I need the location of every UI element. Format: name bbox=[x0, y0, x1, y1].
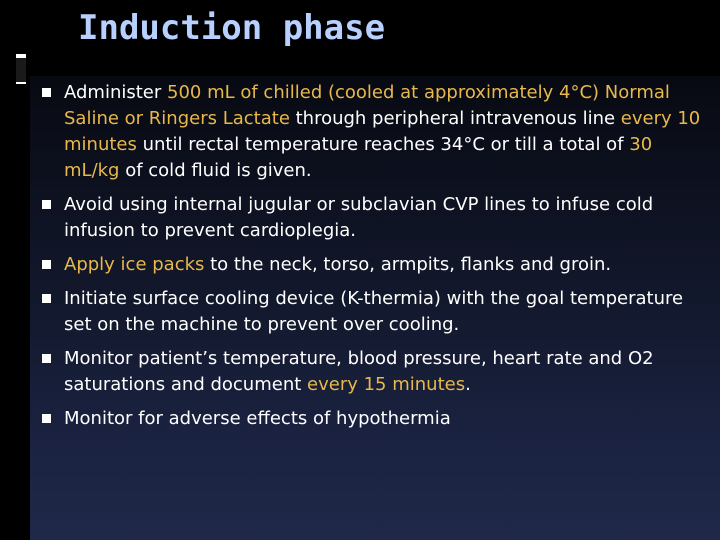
bullet-text bbox=[64, 194, 653, 241]
square-bullet-icon bbox=[42, 354, 51, 363]
bullet-item-ice-packs bbox=[36, 252, 712, 278]
bullet-text bbox=[64, 254, 611, 275]
text-segment: Administer bbox=[64, 82, 167, 103]
square-bullet-icon bbox=[42, 88, 51, 97]
bullet-item-administer bbox=[36, 80, 712, 184]
bullet-list bbox=[36, 80, 712, 440]
square-bullet-icon bbox=[42, 260, 51, 269]
highlight-segment: 500 mL of chilled (cooled at approximately 4°C) Normal Saline or Ringers Lactate bbox=[64, 82, 670, 129]
square-bullet-icon bbox=[42, 294, 51, 303]
bullet-item-adverse-effects bbox=[36, 406, 712, 432]
bullet-text bbox=[64, 408, 451, 429]
text-segment: Monitor for adverse effects of hypothermia bbox=[64, 408, 451, 429]
text-segment: Initiate surface cooling device (K-thermia) with the goal temperature set on the machine to prevent over cooling. bbox=[64, 288, 684, 335]
bullet-item-avoid-cvp bbox=[36, 192, 712, 244]
bullet-item-surface-cooling bbox=[36, 286, 712, 338]
highlight-segment: 30 mL/kg bbox=[64, 134, 653, 181]
text-segment: of cold fluid is given. bbox=[119, 160, 312, 181]
highlight-segment: Apply ice packs bbox=[64, 254, 205, 275]
text-segment: . bbox=[465, 374, 471, 395]
bullet-item-monitor-vitals bbox=[36, 346, 712, 398]
bullet-text bbox=[64, 82, 700, 181]
text-segment: to the neck, torso, armpits, flanks and groin. bbox=[204, 254, 612, 275]
text-segment: Monitor patient’s temperature, blood pressure, heart rate and O2 saturations and document bbox=[64, 348, 654, 395]
bullet-text bbox=[64, 348, 654, 395]
square-bullet-icon bbox=[42, 414, 51, 423]
text-segment: through peripheral intravenous line bbox=[289, 108, 621, 129]
text-segment: until rectal temperature reaches 34°C or till a total of bbox=[136, 134, 630, 155]
slide-title: Induction phase bbox=[78, 8, 386, 48]
square-bullet-icon bbox=[42, 200, 51, 209]
highlight-segment: every 10 minutes bbox=[64, 108, 701, 155]
text-segment: Avoid using internal jugular or subclavian CVP lines to infuse cold infusion to prevent cardioplegia. bbox=[64, 194, 654, 241]
highlight-segment: every 15 minutes bbox=[307, 374, 466, 395]
title-accent-bar-inner bbox=[16, 58, 26, 82]
bullet-text bbox=[64, 288, 683, 335]
